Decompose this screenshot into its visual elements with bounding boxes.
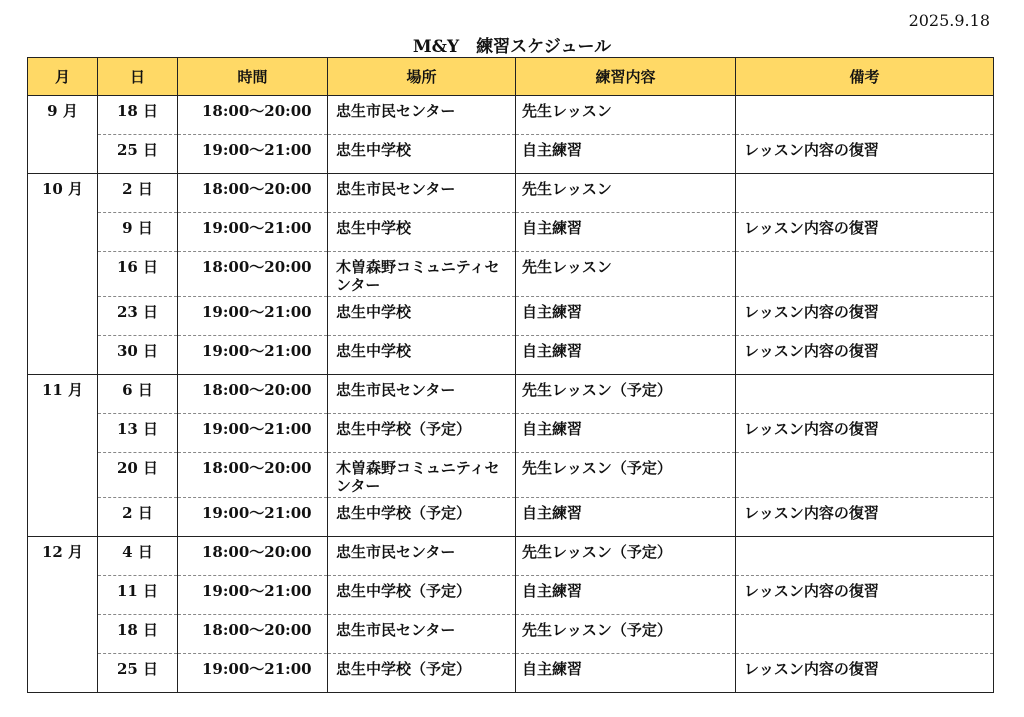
cell-day: 25 日 (98, 654, 178, 693)
table-row (28, 252, 994, 297)
cell-time: 18:00〜20:00 (178, 174, 328, 213)
header-note: 備考 (736, 58, 994, 96)
cell-note: レッスン内容の復習 (736, 213, 994, 252)
header-month: 月 (28, 58, 98, 96)
table-row (28, 297, 994, 336)
cell-time: 19:00〜21:00 (178, 414, 328, 453)
cell-content: 自主練習 (516, 576, 736, 615)
cell-time: 18:00〜20:00 (178, 252, 328, 297)
header-day: 日 (98, 58, 178, 96)
cell-day: 23 日 (98, 297, 178, 336)
table-row (28, 174, 994, 213)
cell-note (736, 537, 994, 576)
table-row (28, 498, 994, 537)
table-header-row (28, 58, 994, 96)
cell-note: レッスン内容の復習 (736, 654, 994, 693)
cell-place: 忠生中学校 (328, 297, 516, 336)
cell-content: 自主練習 (516, 135, 736, 174)
cell-content: 先生レッスン (516, 96, 736, 135)
cell-time: 19:00〜21:00 (178, 336, 328, 375)
cell-day: 2 日 (98, 498, 178, 537)
cell-place: 木曽森野コミュニティセンター (328, 453, 516, 498)
cell-day: 11 日 (98, 576, 178, 615)
table-row (28, 414, 994, 453)
cell-content: 自主練習 (516, 336, 736, 375)
cell-time: 19:00〜21:00 (178, 498, 328, 537)
cell-content: 自主練習 (516, 654, 736, 693)
cell-place: 忠生中学校 (328, 135, 516, 174)
cell-content: 先生レッスン (516, 252, 736, 297)
document-title: M&Y 練習スケジュール (412, 37, 612, 57)
cell-time: 19:00〜21:00 (178, 576, 328, 615)
cell-place: 忠生市民センター (328, 96, 516, 135)
table-row (28, 375, 994, 414)
cell-day: 25 日 (98, 135, 178, 174)
table-row (28, 135, 994, 174)
cell-month: 10 月 (28, 174, 98, 375)
cell-time: 19:00〜21:00 (178, 213, 328, 252)
table-row (28, 615, 994, 654)
cell-note (736, 252, 994, 297)
cell-day: 9 日 (98, 213, 178, 252)
cell-time: 19:00〜21:00 (178, 135, 328, 174)
table-row (28, 213, 994, 252)
table-row (28, 336, 994, 375)
cell-day: 30 日 (98, 336, 178, 375)
table-row (28, 453, 994, 498)
cell-place: 忠生中学校（予定） (328, 414, 516, 453)
cell-time: 19:00〜21:00 (178, 297, 328, 336)
table-row (28, 576, 994, 615)
cell-day: 6 日 (98, 375, 178, 414)
cell-place: 忠生市民センター (328, 537, 516, 576)
table-row (28, 96, 994, 135)
cell-content: 自主練習 (516, 414, 736, 453)
document-date: 2025.9.18 (908, 11, 990, 30)
cell-content: 先生レッスン（予定） (516, 537, 736, 576)
schedule-table (27, 57, 994, 693)
schedule-body (28, 96, 994, 693)
cell-place: 忠生中学校 (328, 213, 516, 252)
cell-day: 13 日 (98, 414, 178, 453)
table-row (28, 537, 994, 576)
cell-note (736, 453, 994, 498)
cell-content: 自主練習 (516, 498, 736, 537)
cell-note: レッスン内容の復習 (736, 576, 994, 615)
cell-place: 木曽森野コミュニティセンター (328, 252, 516, 297)
cell-month: 9 月 (28, 96, 98, 174)
cell-content: 先生レッスン（予定） (516, 375, 736, 414)
cell-content: 先生レッスン (516, 174, 736, 213)
cell-day: 4 日 (98, 537, 178, 576)
cell-note (736, 615, 994, 654)
cell-note: レッスン内容の復習 (736, 297, 994, 336)
cell-place: 忠生中学校（予定） (328, 654, 516, 693)
cell-day: 16 日 (98, 252, 178, 297)
cell-note: レッスン内容の復習 (736, 336, 994, 375)
cell-note (736, 96, 994, 135)
cell-note: レッスン内容の復習 (736, 135, 994, 174)
cell-content: 先生レッスン（予定） (516, 453, 736, 498)
cell-time: 19:00〜21:00 (178, 654, 328, 693)
cell-place: 忠生市民センター (328, 615, 516, 654)
header-place: 場所 (328, 58, 516, 96)
cell-note: レッスン内容の復習 (736, 498, 994, 537)
cell-place: 忠生市民センター (328, 174, 516, 213)
cell-time: 18:00〜20:00 (178, 96, 328, 135)
table-row (28, 654, 994, 693)
cell-note (736, 174, 994, 213)
cell-day: 18 日 (98, 96, 178, 135)
cell-time: 18:00〜20:00 (178, 537, 328, 576)
header-time: 時間 (178, 58, 328, 96)
header-content: 練習内容 (516, 58, 736, 96)
cell-place: 忠生市民センター (328, 375, 516, 414)
cell-place: 忠生中学校 (328, 336, 516, 375)
cell-day: 20 日 (98, 453, 178, 498)
cell-time: 18:00〜20:00 (178, 453, 328, 498)
cell-content: 自主練習 (516, 297, 736, 336)
cell-day: 2 日 (98, 174, 178, 213)
cell-day: 18 日 (98, 615, 178, 654)
cell-month: 12 月 (28, 537, 98, 693)
cell-content: 先生レッスン（予定） (516, 615, 736, 654)
cell-time: 18:00〜20:00 (178, 615, 328, 654)
cell-note: レッスン内容の復習 (736, 414, 994, 453)
cell-note (736, 375, 994, 414)
cell-place: 忠生中学校（予定） (328, 576, 516, 615)
cell-place: 忠生中学校（予定） (328, 498, 516, 537)
cell-content: 自主練習 (516, 213, 736, 252)
cell-time: 18:00〜20:00 (178, 375, 328, 414)
cell-month: 11 月 (28, 375, 98, 537)
